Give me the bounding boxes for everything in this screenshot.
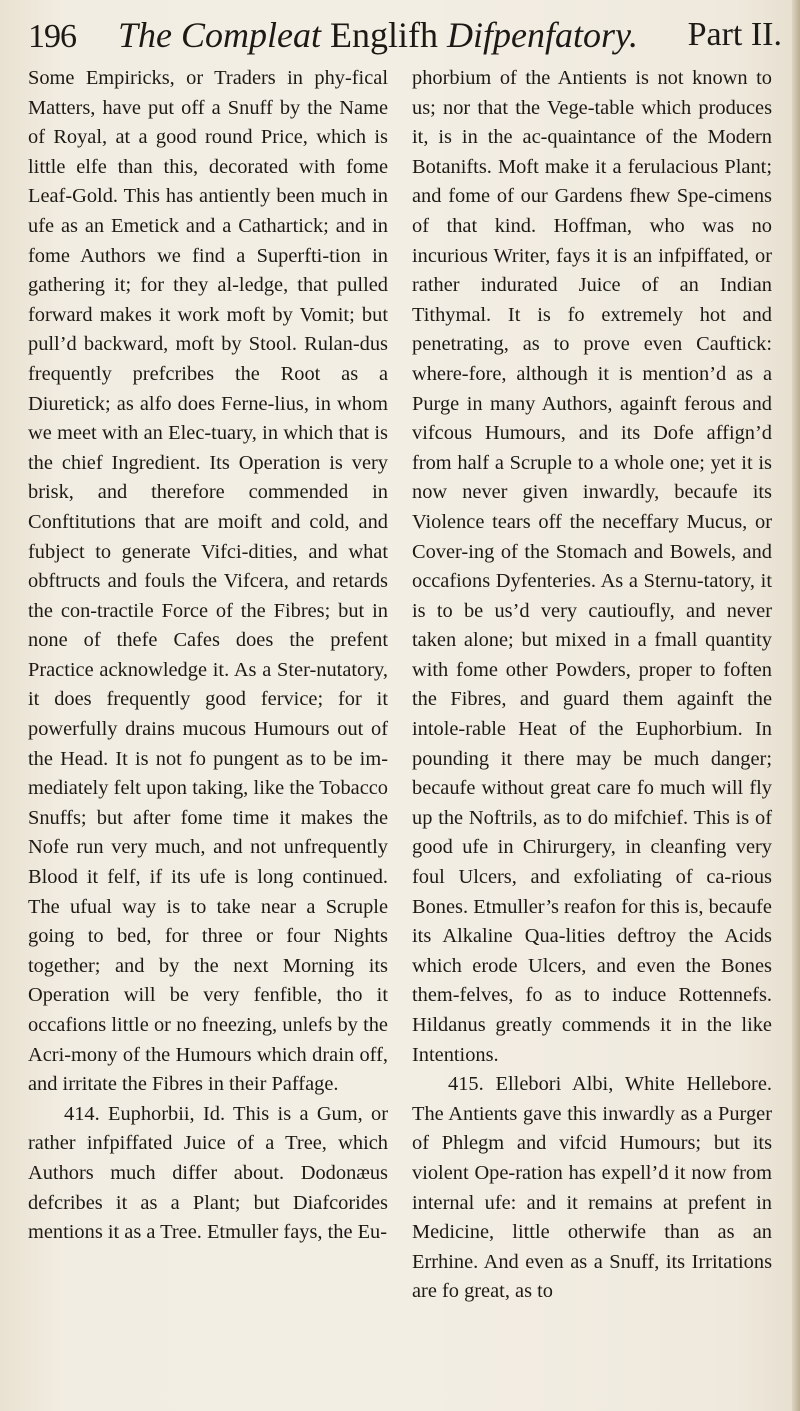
page-edge-shadow <box>792 0 800 1411</box>
left-column <box>28 64 388 1248</box>
paragraph-snuff-royal: Some Empiricks, or Traders in phy-fical Matters, have put off a Snuff by the Name of Royal, at a good round Price, which is little elfe than this, decorated with fome Leaf-Gold. This has antiently been much in ufe as an Emetick and a Cathartick; and in fome Authors we find a Superfti-tion in gathering it; for they al-ledge, that pulled forward makes it work moft by Vomit; but pull’d backward, moft by Stool. Rulan-dus frequently prefcribes the Root as a Diuretick; as alfo does Ferne-lius, in whom we meet with an Elec-tuary, in which that is the chief Ingredient. Its Operation is very brisk, and therefore commended in Conftitutions that are moift and cold, and fubject to generate Vifci-dities, and what obftructs and fouls the Vifcera, and retards the con-tractile Force of the Fibres; but in none of thefe Cafes does the prefent Practice acknowledge it. As a Ster-nutatory, it does frequently good fervice; for it powerfully drains mucous Humours out of the Head. It is not fo pungent as to be im-mediately felt upon taking, like the Tobacco Snuffs; but after fome time it makes the Nofe run very much, and not unfrequently Blood it felf, if its ufe is long continued. The ufual way is to take near a Scruple going to bed, for three or four Nights together; and by the next Morning its Operation will be very fenfible, tho it occafions little or no fneezing, unlefs by the Acri-mony of the Humours which drain off, and irritate the Fibres in their Paffage. <box>28 67 388 1096</box>
paragraph-euphorbium: phorbium of the Antients is not known to us; nor that the Vege-table which produces it, is in the ac-quaintance of the Modern Botanifts. Moft make it a ferulacious Plant; and fome of our Gardens fhew Spe-cimens of that kind. Hoffman, who was no incurious Writer, fays it is an infpiffated, or rather indurated Juice of an Indian Tithymal. It is fo extremely hot and penetrating, as to prove even Cauftick: where-fore, although it is mention’d as a Purge in many Authors, againft ferous and vifcous Humours, and its Dofe affign’d from half a Scruple to a whole one; yet it is now never given inwardly, becaufe its Violence tears off the neceffary Mucus, or Cover-ing of the Stomach and Bowels, and occafions Dyfenteries. As a Sternu-tatory, it is to be us’d very cautioufly, and never taken alone; but mixed in a fmall quantity with fome other Powders, proper to foften the Fibres, and guard them againft the intole-rable Heat of the Euphorbium. In pounding it there may be much danger; becaufe without great care fo much will fly up the Noftrils, as to do mifchief. This is of good ufe in Chirurgery, in cleanfing very foul Ulcers, and exfoliating of ca-rious Bones. Etmuller’s reafon for this is, becaufe its Alkaline Qua-lities deftroy the Acids which erode Ulcers, and even the Bones them-felves, fo as to induce Rottennefs. Hildanus greatly commends it in the like Intentions. <box>412 67 772 1066</box>
page-number: 196 <box>28 18 76 55</box>
right-column <box>412 64 772 1307</box>
paragraph-414-euphorbii: 414. Euphorbii, Id. This is a Gum, or rather infpiffated Juice of a Tree, which Authors much differ about. Dodonæus defcribes it as a Plant; but Diafcorides mentions it as a Tree. Etmuller fays, the Eu- <box>28 1102 388 1244</box>
paragraph-415-ellebori: 415. Ellebori Albi, White Hellebore. The Antients gave this inwardly as a Purger of Phlegm and vifcid Humours; but its violent Ope-ration has expell’d it now from internal ufe: and it remains at prefent in Medicine, little otherwife than as an Errhine. And even as a Snuff, its Irritations are fo great, as to <box>412 1073 772 1303</box>
running-title-italic: The Compleat <box>118 15 321 55</box>
running-title-plain: Englifh <box>330 15 438 55</box>
running-title <box>118 14 638 56</box>
running-title-italic2: Difpenfatory. <box>446 15 638 55</box>
running-header <box>28 6 792 66</box>
part-label: Part II. <box>687 16 782 53</box>
